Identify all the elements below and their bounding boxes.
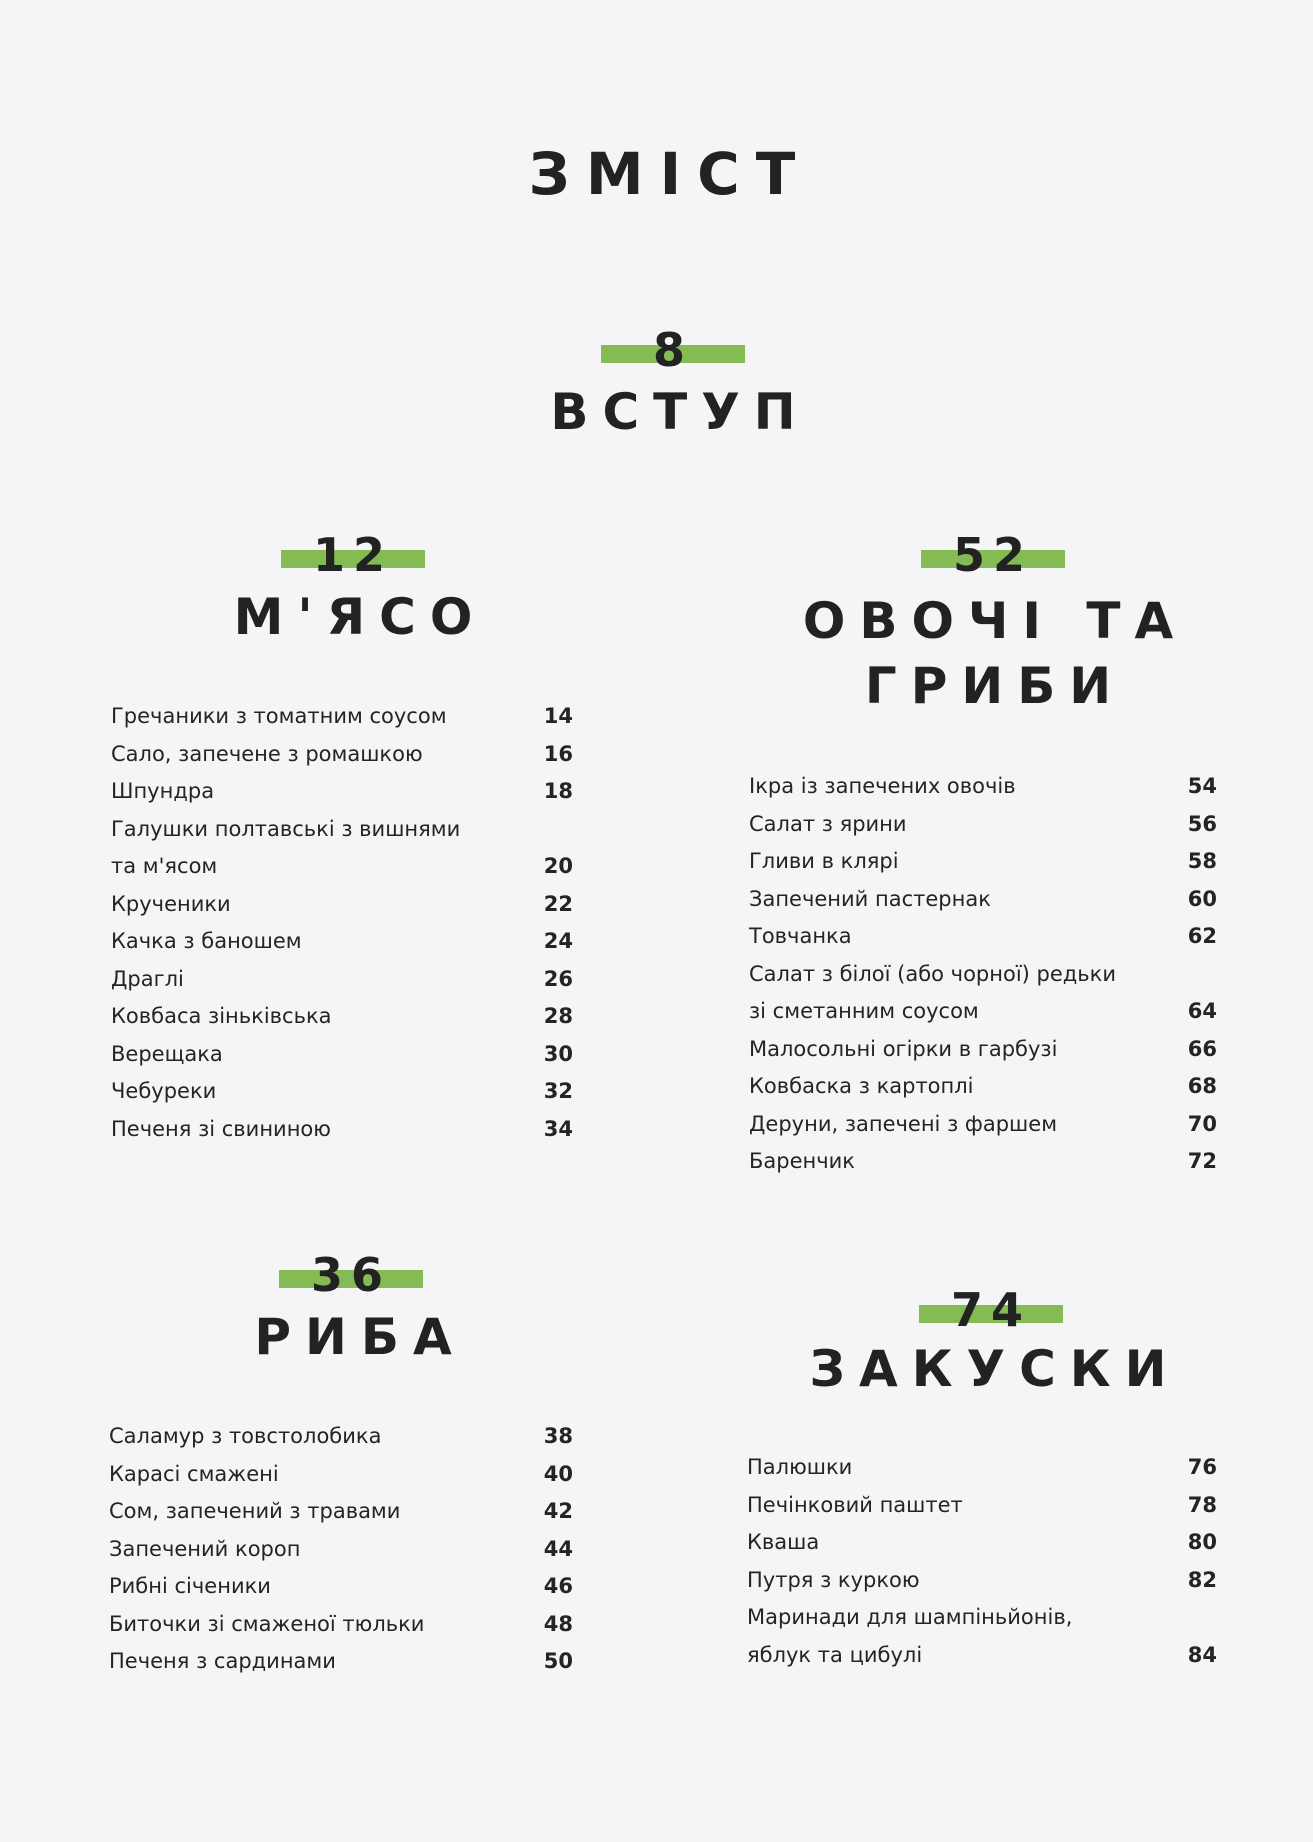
toc-page-number: 56 — [1187, 811, 1217, 836]
toc-entry[interactable]: Печінковий паштет 78 — [747, 1487, 1217, 1525]
toc-entry[interactable]: Саламур з товстолобика 38 — [109, 1418, 573, 1456]
toc-page-number: 64 — [1187, 999, 1217, 1023]
toc-entry[interactable]: Товчанка 62 — [749, 918, 1217, 956]
toc-page-number: 72 — [1187, 1149, 1217, 1173]
toc-entry[interactable]: Чебуреки 32 — [111, 1073, 573, 1111]
toc-list — [747, 1449, 1217, 1674]
toc-page-number: 28 — [543, 1004, 573, 1028]
toc-entry[interactable]: Сом, запечений з травами 42 — [109, 1493, 573, 1531]
toc-page-number: 82 — [1187, 1567, 1217, 1592]
toc-page-number: 50 — [543, 1649, 573, 1673]
toc-entry[interactable]: Галушки полтавські з вишнями та м'ясом 20 — [111, 811, 573, 886]
section-page-number: 52 — [921, 530, 1065, 580]
toc-page-number: 44 — [543, 1536, 573, 1561]
page-title: ЗМІСТ — [528, 140, 812, 208]
toc-page-number: 22 — [543, 891, 573, 916]
toc-entry[interactable]: Кваша 80 — [747, 1524, 1217, 1562]
toc-page-number: 60 — [1187, 886, 1217, 911]
toc-page-number: 14 — [543, 704, 573, 728]
toc-entry[interactable]: Гречаники з томатним соусом 14 — [111, 698, 573, 736]
toc-list — [749, 768, 1217, 1181]
toc-page-number: 38 — [543, 1424, 573, 1448]
toc-entry[interactable]: Ковбаса зіньківська 28 — [111, 998, 573, 1036]
toc-page-number: 70 — [1187, 1111, 1217, 1136]
toc-page-number: 34 — [543, 1116, 573, 1141]
toc-entry[interactable]: Ікра із запечених овочів 54 — [749, 768, 1217, 806]
toc-page-number: 62 — [1187, 924, 1217, 948]
section-heading: ОВОЧІ ТА — [802, 592, 1188, 650]
toc-entry[interactable]: Драглі 26 — [111, 961, 573, 999]
section-heading: РИБА — [254, 1308, 466, 1366]
toc-entry[interactable]: Гливи в клярі 58 — [749, 843, 1217, 881]
toc-page-number: 26 — [543, 966, 573, 991]
toc-entry[interactable]: Верещака 30 — [111, 1036, 573, 1074]
toc-page-number: 58 — [1187, 849, 1217, 873]
toc-page-number: 32 — [543, 1079, 573, 1103]
toc-entry[interactable]: Печеня з сардинами 50 — [109, 1643, 573, 1681]
toc-entry[interactable]: Крученики 22 — [111, 886, 573, 924]
toc-page-number: 66 — [1187, 1036, 1217, 1061]
toc-entry[interactable]: Карасі смажені 40 — [109, 1456, 573, 1494]
section-page-number: 12 — [281, 530, 425, 580]
section-heading: ЗАКУСКИ — [809, 1340, 1181, 1398]
toc-entry[interactable]: Деруни, запечені з фаршем 70 — [749, 1106, 1217, 1144]
toc-page-number: 54 — [1187, 774, 1217, 798]
toc-list — [109, 1418, 573, 1681]
toc-entry[interactable]: Печеня зі свининою 34 — [111, 1111, 573, 1149]
section-page-number: 74 — [919, 1285, 1063, 1335]
toc-entry[interactable]: Ковбаска з картоплі 68 — [749, 1068, 1217, 1106]
section-heading: М'ЯСО — [233, 588, 487, 646]
toc-page-number: 20 — [543, 854, 573, 878]
toc-entry[interactable]: Салат з ярини 56 — [749, 806, 1217, 844]
section-heading: ГРИБИ — [864, 657, 1126, 715]
toc-entry[interactable]: Палюшки 76 — [747, 1449, 1217, 1487]
toc-entry[interactable]: Биточки зі смаженої тюльки 48 — [109, 1606, 573, 1644]
toc-page-number: 48 — [543, 1611, 573, 1636]
toc-page-number: 78 — [1187, 1492, 1217, 1517]
intro-page-number: 8 — [601, 325, 745, 375]
toc-entry[interactable]: Маринади для шампіньйонів, яблук та цибулі 84 — [747, 1599, 1217, 1674]
toc-entry[interactable]: Салат з білої (або чорної) редьки зі сметанним соусом 64 — [749, 956, 1217, 1031]
toc-entry[interactable]: Качка з баношем 24 — [111, 923, 573, 961]
toc-page-number: 16 — [543, 741, 573, 766]
toc-page-number: 24 — [543, 929, 573, 953]
toc-page-number: 30 — [543, 1041, 573, 1066]
toc-entry[interactable]: Запечений короп 44 — [109, 1531, 573, 1569]
toc-page-number: 18 — [543, 779, 573, 803]
toc-list — [111, 698, 573, 1148]
toc-entry[interactable]: Рибні січеники 46 — [109, 1568, 573, 1606]
toc-page-number: 42 — [543, 1499, 573, 1523]
toc-page-number: 68 — [1187, 1074, 1217, 1098]
toc-entry[interactable]: Путря з куркою 82 — [747, 1562, 1217, 1600]
toc-page-number: 76 — [1187, 1455, 1217, 1479]
toc-page-number: 84 — [1187, 1642, 1217, 1667]
toc-entry[interactable]: Малосольні огірки в гарбузі 66 — [749, 1031, 1217, 1069]
toc-page-number: 80 — [1187, 1530, 1217, 1554]
section-page-number: 36 — [279, 1250, 423, 1300]
intro-heading: ВСТУП — [550, 383, 810, 441]
toc-page-number: 40 — [543, 1461, 573, 1486]
toc-page-number: 46 — [543, 1574, 573, 1598]
toc-entry[interactable]: Сало, запечене з ромашкою 16 — [111, 736, 573, 774]
toc-entry[interactable]: Баренчик 72 — [749, 1143, 1217, 1181]
toc-entry[interactable]: Запечений пастернак 60 — [749, 881, 1217, 919]
toc-entry[interactable]: Шпундра 18 — [111, 773, 573, 811]
